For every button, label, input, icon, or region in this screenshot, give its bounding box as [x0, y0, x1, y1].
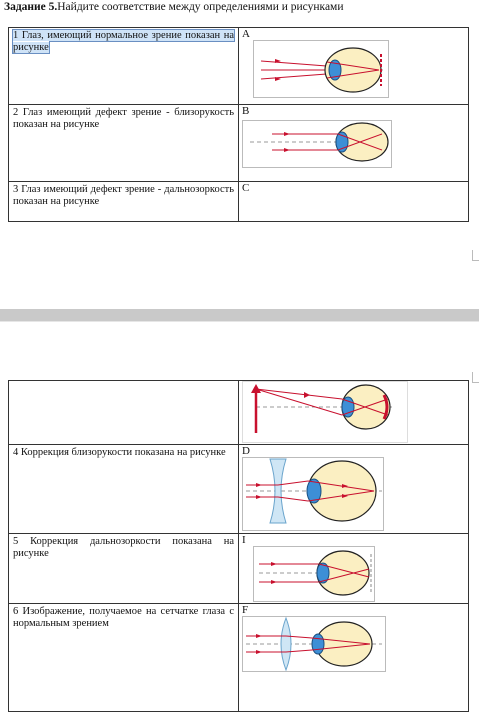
- figure-cell-f[interactable]: [239, 604, 469, 712]
- definition-cell[interactable]: [9, 445, 239, 534]
- table-row: [9, 182, 469, 222]
- figure-letter-c: C: [242, 182, 250, 194]
- definition-cell[interactable]: [9, 604, 239, 712]
- figure-cell-i[interactable]: [239, 534, 469, 604]
- page-edge-marker: [472, 372, 479, 383]
- table-row: [9, 604, 469, 712]
- eye-diagram-icon: [242, 120, 392, 168]
- eye-diagram-icon: [242, 381, 408, 443]
- task-text: Найдите соответствие между определениями и рисунками: [57, 1, 344, 13]
- task-label: Задание 5.: [4, 1, 58, 13]
- figure-letter-b: B: [242, 105, 250, 117]
- figure-cell-c[interactable]: [239, 182, 469, 222]
- page-break-line: [0, 321, 479, 322]
- definition-cell[interactable]: [9, 182, 239, 222]
- table-row: [9, 28, 469, 105]
- table-row: [9, 105, 469, 182]
- figure-cell-a[interactable]: [239, 28, 469, 105]
- definition-4[interactable]: 4 Коррекция близорукости показана на рисунке: [13, 447, 226, 458]
- definition-3[interactable]: 3 Глаз имеющий дефект зрение - дальнозоркость показан на рисунке: [13, 184, 234, 207]
- definition-1[interactable]: 1 Глаз, имеющий нормальное зрение показан на рисунке: [13, 30, 234, 53]
- task-title: [4, 1, 343, 13]
- page-edge-marker: [472, 250, 479, 261]
- eye-diagram-icon: [253, 40, 389, 98]
- page-break: [0, 309, 479, 321]
- definition-cell[interactable]: [9, 381, 239, 445]
- definition-5[interactable]: 5 Коррекция дальнозоркости показана на рисунке: [13, 536, 234, 559]
- eye-diagram-icon: [242, 457, 384, 531]
- definition-6[interactable]: 6 Изображение, получаемое на сетчатке глаза с нормальным зрением: [13, 606, 234, 629]
- eye-diagram-icon: [253, 546, 375, 602]
- definition-cell[interactable]: [9, 105, 239, 182]
- figure-cell-c-cont[interactable]: [239, 381, 469, 445]
- eye-diagram-icon: [242, 616, 386, 672]
- figure-letter-d: D: [242, 445, 250, 457]
- figure-cell-b[interactable]: [239, 105, 469, 182]
- table-row: [9, 381, 469, 445]
- table-row: [9, 534, 469, 604]
- figure-letter-f: F: [242, 604, 249, 616]
- definition-2[interactable]: 2 Глаз имеющий дефект зрение - близорукость показан на рисунке: [13, 107, 234, 130]
- definition-cell[interactable]: [9, 28, 239, 105]
- figure-cell-d[interactable]: [239, 445, 469, 534]
- matching-table-top: [8, 27, 469, 222]
- figure-letter-i: I: [242, 534, 246, 546]
- definition-cell[interactable]: [9, 534, 239, 604]
- table-row: [9, 445, 469, 534]
- matching-table-bottom: [8, 380, 469, 712]
- definition-empty: [9, 381, 238, 383]
- figure-letter-a: A: [242, 28, 250, 40]
